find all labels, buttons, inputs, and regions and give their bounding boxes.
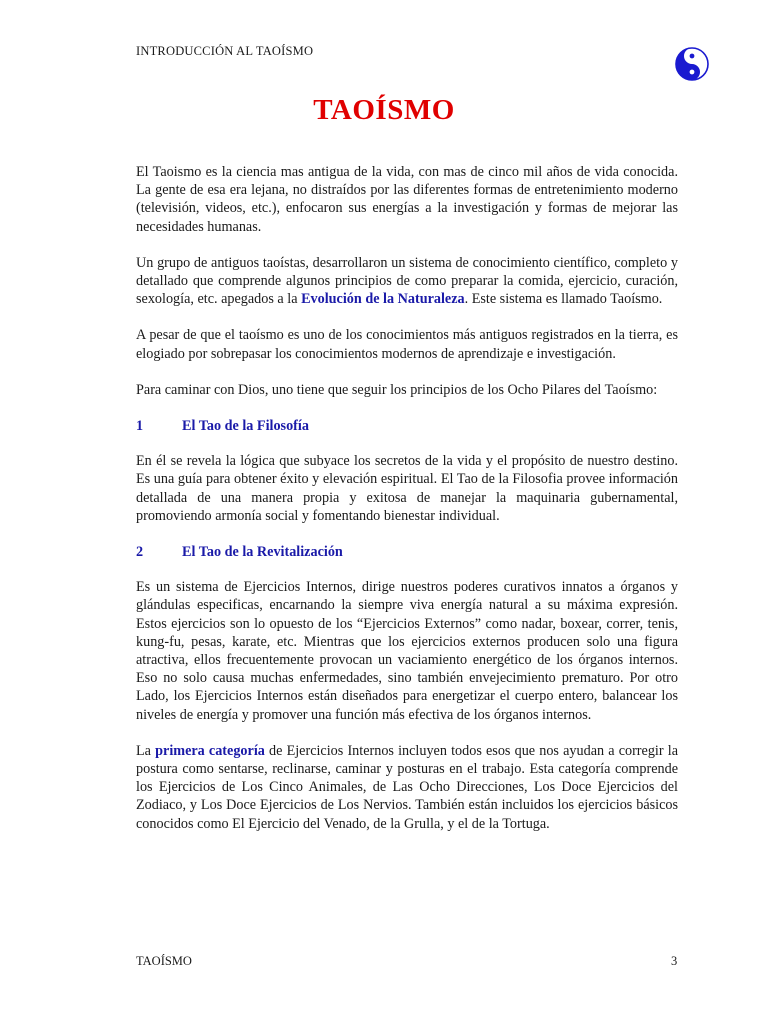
link-evolucion-naturaleza[interactable]: Evolución de la Naturaleza xyxy=(301,291,465,308)
paragraph-first-category xyxy=(136,742,678,833)
paragraph-knowledge: A pesar de que el taoísmo es uno de los conocimientos más antiguos registrados en la tierra, es elogiado por sobrepasar los conocimientos modernos de aprendizaje e investigación. xyxy=(136,327,678,362)
section-1-body: En él se revela la lógica que subyace los secretos de la vida y el propósito de nuestro destino. Es una guía para obtener éxito y elevación espiritual. El Tao de la Filosofia provee información detallada de una manera propia y exitosa de manejar la maquinaria gubernamental, promoviendo armonía social y fomentando bienestar individual. xyxy=(136,453,678,524)
section-number: 1 xyxy=(136,418,144,435)
yin-yang-icon xyxy=(674,44,710,84)
section-number: 2 xyxy=(136,544,144,561)
section-heading-2 xyxy=(136,543,678,561)
paragraph-eight-pillars: Para caminar con Dios, uno tiene que seguir los principios de los Ocho Pilares del Taoísmo: xyxy=(136,381,658,398)
footer-title: TAOÍSMO xyxy=(136,954,192,968)
section-heading-1 xyxy=(136,417,678,435)
paragraph-text: Un grupo de antiguos taoístas, desarrollaron un sistema de conocimiento científico, completo y detallado que comprende algunos principios de como preparar la comida, ejercicio, curación, sexología, etc. apegados a la xyxy=(136,254,678,308)
document-body xyxy=(136,163,678,851)
paragraph-text: . Este sistema es llamado Taoísmo. xyxy=(464,291,663,308)
intro-paragraph: El Taoismo es la ciencia mas antigua de la vida, con mas de cinco mil años de vida conocida. La gente de esa era lejana, no distraídos por las diferentes formas de entretenimiento moderno (televisión, videos, etc.), enfocaron sus energías a la investigación y formas de mejorar las necesidades humanas. xyxy=(136,164,678,235)
page-number: 3 xyxy=(671,954,678,968)
link-primera-categoria[interactable]: primera categoría xyxy=(155,742,265,759)
section-2-body: Es un sistema de Ejercicios Internos, dirige nuestros poderes curativos innatos a órganos y glándulas especificas, encarnando la siempre viva energía natural a su máxima expresión. Estos ejercicios son lo opuesto de los “Ejercicios Externos” como nadar, boxear, correr, tenis, kung-fu, pesas, karate, etc. Mientras que los ejercicios externos producen solo una figura atractiva, ellos frecuentemente provocan un vaciamiento energético de los órganos internos. Eso no solo causa muchas enfermedades, sino también envejecimiento prematuro. Por otro Lado, los Ejercicios Internos están diseñados para energetizar el cuerpo entero, balancear los niveles de energía y promover una función más efectiva de los órganos internos. xyxy=(136,579,678,723)
running-header: INTRODUCCIÓN AL TAOÍSMO xyxy=(136,44,314,58)
section-title: El Tao de la Revitalización xyxy=(182,544,343,561)
section-title: El Tao de la Filosofía xyxy=(182,418,309,435)
paragraph-text: La xyxy=(136,742,156,759)
page-title: TAOÍSMO xyxy=(313,94,455,126)
paragraph-text: de Ejercicios Internos incluyen todos esos que nos ayudan a corregir la postura como sentarse, reclinarse, caminar y posturas en el trabajo. Esta categoría comprende los Ejercicios de Los Cinco Animales, de Las Ocho Direcciones, Los Doce Ejercicios del Zodiaco, y Los Doce Ejercicios de Los Nervios. También están incluidos los ejercicios básicos conocidos como El Ejercicio del Venado, de la Grulla, y el de la Tortuga. xyxy=(136,742,678,832)
paragraph-taoist-system xyxy=(136,254,678,309)
